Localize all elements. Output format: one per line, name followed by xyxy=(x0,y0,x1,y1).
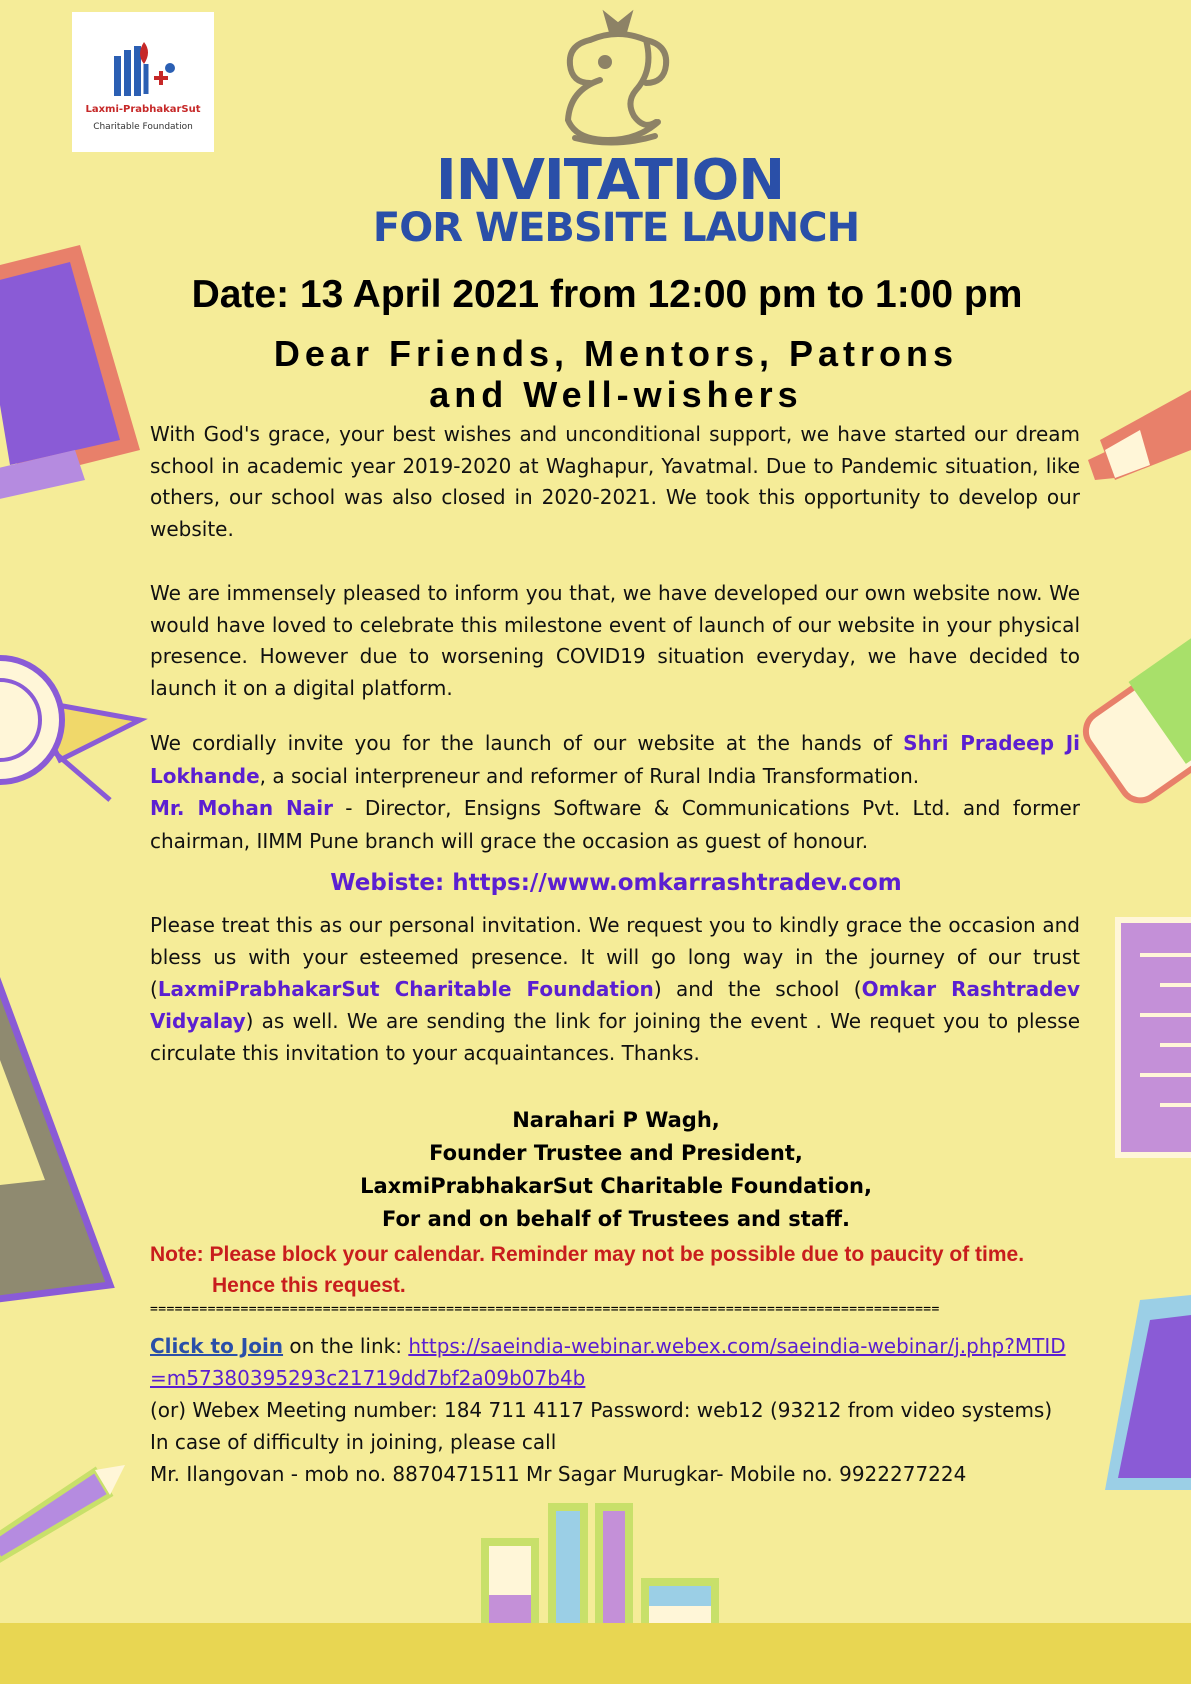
ganesha-emblem-icon xyxy=(568,18,666,143)
paragraph-chief-guests xyxy=(150,727,1080,857)
school-name: Omkar Rashtradev Vidyalay xyxy=(150,977,1080,1033)
invitation-title: INVITATION xyxy=(435,148,785,213)
greeting-line-2: and Well-wishers xyxy=(429,374,803,415)
signatory-title: Founder Trustee and President, xyxy=(429,1141,803,1165)
guest-of-honour-description: - Director, Ensigns Software & Communications Pvt. Ltd. and former chairman, IIMM Pune branch will grace the occasion as guest of honour. xyxy=(150,796,1080,853)
foundation-logo xyxy=(72,12,214,152)
paragraph-website-developed: We are immensely pleased to inform you that, we have developed our own website now. We would have loved to celebrate this milestone event of launch of our website in your physical presence. However due to worsening COVID19 situation everyday, we have decided to launch it on a digital platform. xyxy=(150,581,1080,700)
greeting-line-1: Dear Friends, Mentors, Patrons xyxy=(273,333,959,374)
note-line-1: Note: Please block your calendar. Reminder may not be possible due to paucity of time. xyxy=(150,1243,1025,1266)
logo-subtitle: Charitable Foundation xyxy=(93,122,193,132)
join-link-line xyxy=(150,1330,1080,1394)
guest-of-honour-name: Mr. Mohan Nair xyxy=(150,796,333,820)
logo-name: Laxmi-PrabhakarSut xyxy=(85,104,201,115)
signatory-behalf: For and on behalf of Trustees and staff. xyxy=(382,1207,850,1231)
eraser-illustration xyxy=(1078,636,1191,808)
webex-meeting-info: (or) Webex Meeting number: 184 711 4117 Password: web12 (93212 from video systems) xyxy=(150,1398,1053,1422)
footer-band xyxy=(0,1623,1191,1684)
separator-line: ================================================================================================ xyxy=(150,1302,940,1317)
invite-text: We cordially invite you for the launch of our website at the hands of xyxy=(150,731,904,755)
join-details xyxy=(150,1330,1080,1490)
book-illustration xyxy=(1105,1295,1191,1490)
signatory-name: Narahari P Wagh, xyxy=(512,1108,720,1132)
difficulty-text: In case of difficulty in joining, please call xyxy=(150,1430,557,1454)
greeting xyxy=(0,333,1191,415)
badge-illustration xyxy=(0,658,140,800)
on-link-text: on the link: xyxy=(283,1334,409,1358)
calendar-note xyxy=(150,1239,1080,1301)
note-line-2: Hence this request. xyxy=(212,1274,406,1297)
signatory-organization: LaxmiPrabhakarSut Charitable Foundation, xyxy=(360,1174,872,1198)
books-stack-illustration xyxy=(485,1507,715,1627)
invitation-text-c: ) as well. We are sending the link for joining the event . We requet you to plesse circulate this invitation to your acquaintances. Thanks. xyxy=(150,1009,1080,1065)
website-url[interactable]: Webiste: https://www.omkarrashtradev.com xyxy=(330,870,902,896)
chief-guest-name: Shri Pradeep Ji Lokhande xyxy=(150,731,1080,788)
invitation-text-b: ) and the school ( xyxy=(653,977,862,1001)
invitation-subtitle: FOR WEBSITE LAUNCH xyxy=(372,205,860,251)
signature-block xyxy=(0,1104,1191,1236)
paragraph-intro: With God's grace, your best wishes and unconditional support, we have started our dream school in academic year 2019-2020 at Waghapur, Yavatmal. Due to Pandemic situation, like others, our school was also closed in 2020-2021. We took this opportunity to develop our website. xyxy=(150,422,1080,541)
paragraph-personal-invitation xyxy=(150,909,1080,1069)
chief-guest-description: , a social interpreneur and reformer of Rural India Transformation. xyxy=(259,763,920,788)
webex-url-link[interactable]: https://saeindia-webinar.webex.com/saeindia-webinar/j.php?MTID=m57380395293c21719dd7bf2a09b07b4b xyxy=(150,1334,1066,1390)
event-date: Date: 13 April 2021 from 12:00 pm to 1:00 pm xyxy=(191,273,1023,316)
contact-numbers: Mr. Ilangovan - mob no. 8870471511 Mr Sagar Murugkar- Mobile no. 9922277224 xyxy=(150,1462,967,1486)
pencil-illustration xyxy=(0,1465,125,1560)
click-to-join-link[interactable]: Click to Join xyxy=(150,1334,284,1358)
trust-name: LaxmiPrabhakarSut Charitable Foundation xyxy=(157,977,654,1001)
invitation-text-a: Please treat this as our personal invitation. We request you to kindly grace the occasion and bless us with your esteemed presence. It will go long way in the journey of our trust ( xyxy=(150,913,1080,1001)
